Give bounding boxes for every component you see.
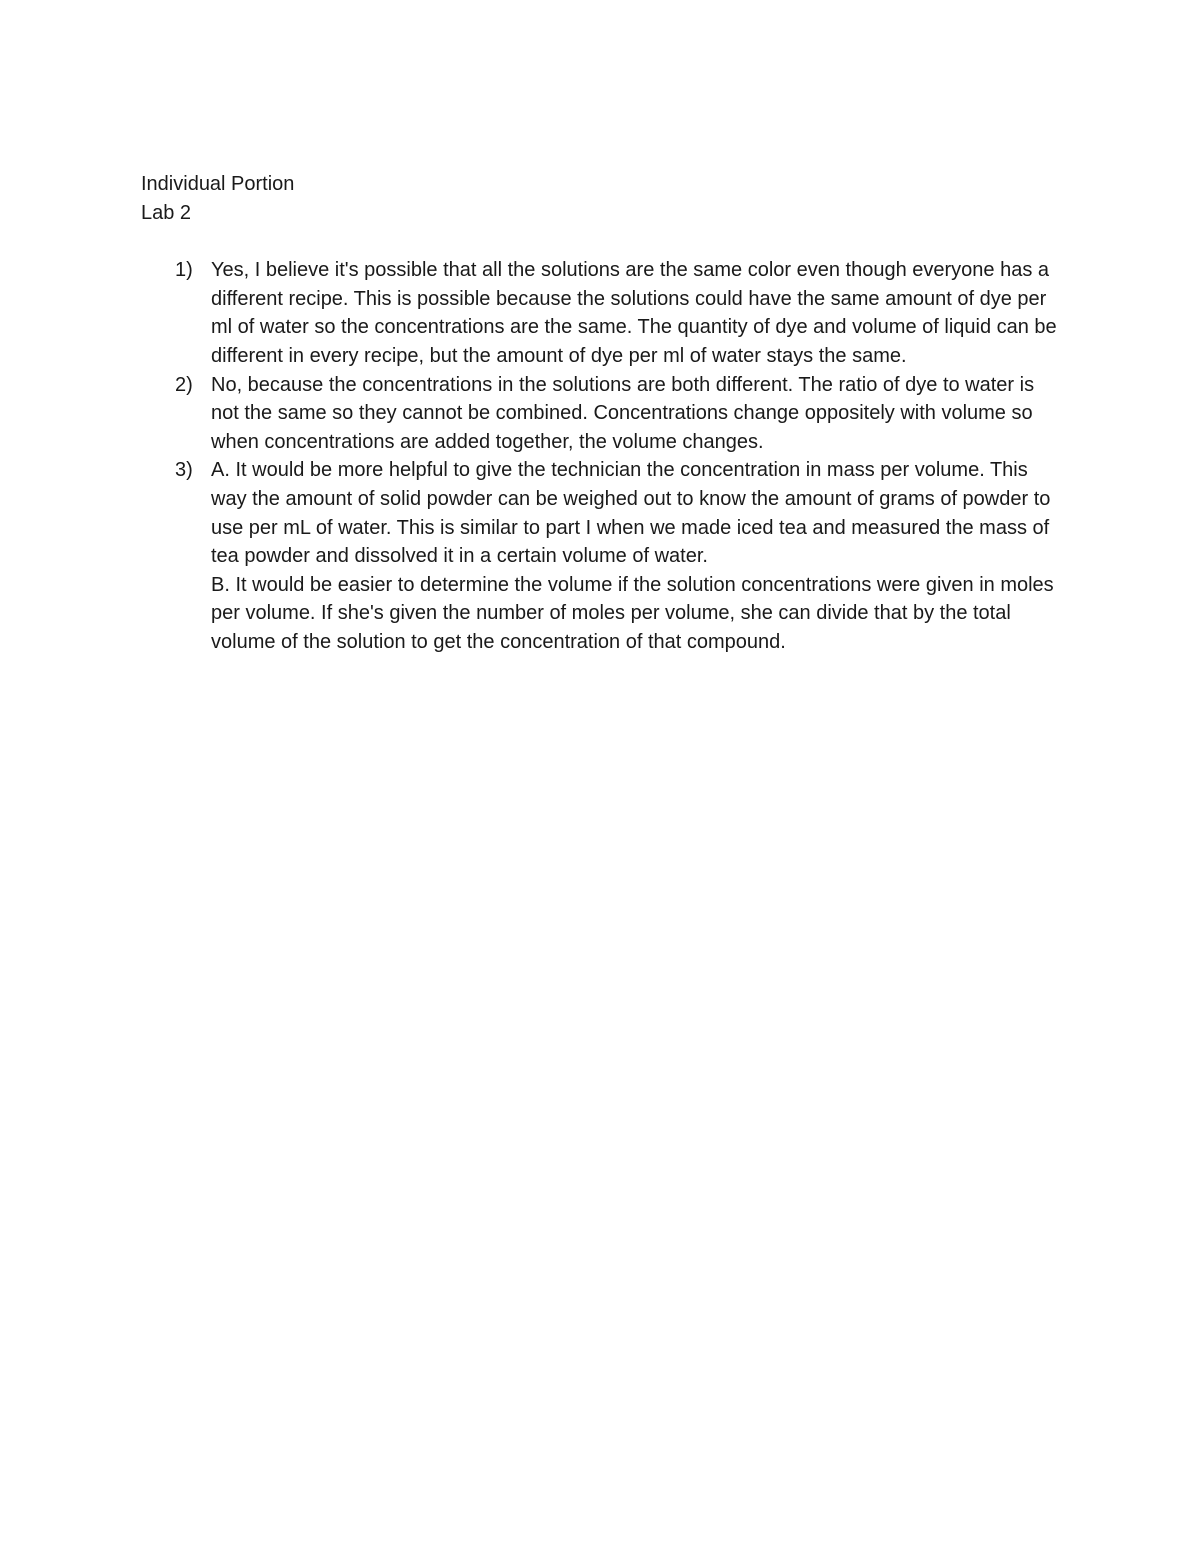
answer-item-2 — [141, 371, 1071, 457]
answer-body — [211, 456, 1061, 656]
answer-number: 2) — [175, 373, 193, 396]
answer-paragraph-a: A. It would be more helpful to give the technician the concentration in mass per volume. This way the amount of solid powder can be weighed out to know the amount of grams of powder to use per mL of water. This is similar to part I when we made iced tea and measured the mass of tea powder and dissolved it in a certain volume of water. — [211, 459, 1051, 568]
document-title: Individual Portion — [141, 173, 295, 195]
document-subtitle: Lab 2 — [141, 201, 192, 224]
answer-paragraph: Yes, I believe it's possible that all the solutions are the same color even though everyone has a different recipe. This is possible because the solutions could have the same amount of dye per ml of water so the concentrations are the same. The quantity of dye and volume of liquid can be different in every recipe, but the amount of dye per ml of water stays the same. — [211, 259, 1057, 367]
document-content — [141, 170, 1071, 657]
answer-number: 3) — [175, 459, 193, 482]
answer-body — [211, 371, 1061, 457]
answer-paragraph-b: B. It would be easier to determine the volume if the solution concentrations were given in moles per volume. If she's given the number of moles per volume, she can divide that by the total volume of the solution to get the concentration of that compound. — [211, 573, 1054, 653]
answer-number: 1) — [175, 259, 193, 282]
answer-body — [211, 256, 1061, 370]
answer-item-3 — [141, 456, 1071, 656]
answer-list — [141, 256, 1071, 656]
answer-paragraph: No, because the concentrations in the solutions are both different. The ratio of dye to water is not the same so they cannot be combined. Concentrations change oppositely with volume so when concentrations are added together, the volume changes. — [211, 373, 1035, 453]
answer-item-1 — [141, 256, 1071, 370]
